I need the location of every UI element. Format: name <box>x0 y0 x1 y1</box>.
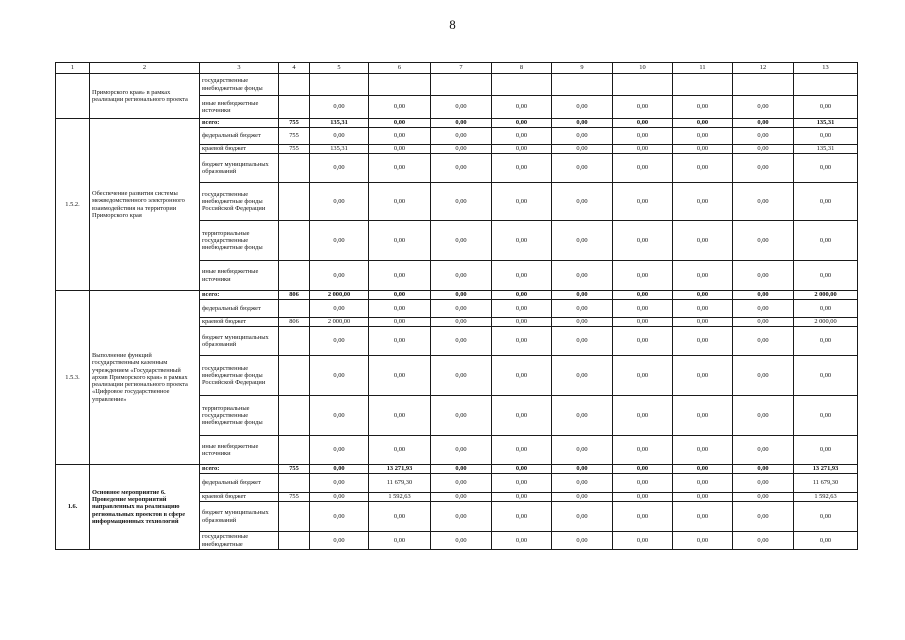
amount-cell: 11 679,30 <box>369 474 431 493</box>
amount-cell: 0,00 <box>613 318 673 327</box>
amount-cell: 0,00 <box>613 465 673 474</box>
amount-cell: 0,00 <box>613 96 673 119</box>
measure-code <box>56 74 90 119</box>
amount-cell: 0,00 <box>369 532 431 550</box>
amount-cell: 0,00 <box>794 261 858 291</box>
amount-cell: 0,00 <box>310 474 369 493</box>
amount-cell: 0,00 <box>431 154 492 183</box>
measure-code: 1.5.2. <box>56 119 90 291</box>
amount-cell: 0,00 <box>431 119 492 128</box>
amount-cell: 0,00 <box>733 318 794 327</box>
amount-cell: 135,31 <box>794 145 858 154</box>
amount-cell: 0,00 <box>673 327 733 356</box>
amount-cell: 0,00 <box>673 532 733 550</box>
amount-cell: 0,00 <box>733 356 794 396</box>
amount-cell: 0,00 <box>794 221 858 261</box>
amount-cell: 2 000,00 <box>310 291 369 300</box>
funding-source: бюджет муниципальных образований <box>200 327 279 356</box>
funding-source: всего: <box>200 119 279 128</box>
amount-cell: 0,00 <box>492 221 552 261</box>
amount-cell: 0,00 <box>673 474 733 493</box>
funding-source: иные внебюджетные источники <box>200 436 279 465</box>
amount-cell: 0,00 <box>492 502 552 532</box>
amount-cell: 0,00 <box>492 465 552 474</box>
amount-cell: 0,00 <box>613 145 673 154</box>
budget-code: 755 <box>279 128 310 145</box>
table-row <box>56 119 858 128</box>
amount-cell: 0,00 <box>613 221 673 261</box>
amount-cell: 0,00 <box>673 356 733 396</box>
amount-cell: 0,00 <box>552 465 613 474</box>
amount-cell: 0,00 <box>673 291 733 300</box>
funding-source: бюджет муниципальных образований <box>200 502 279 532</box>
amount-cell <box>613 74 673 96</box>
budget-code: 755 <box>279 119 310 128</box>
amount-cell: 0,00 <box>733 474 794 493</box>
amount-cell <box>369 74 431 96</box>
amount-cell: 0,00 <box>794 183 858 221</box>
budget-code: 755 <box>279 493 310 502</box>
amount-cell: 135,31 <box>310 145 369 154</box>
table-body <box>56 63 858 550</box>
amount-cell: 0,00 <box>552 356 613 396</box>
amount-cell: 0,00 <box>431 318 492 327</box>
amount-cell: 0,00 <box>794 128 858 145</box>
amount-cell: 0,00 <box>369 502 431 532</box>
budget-code <box>279 96 310 119</box>
amount-cell: 0,00 <box>613 532 673 550</box>
funding-source: государственные внебюджетные фонды Российской Федерации <box>200 183 279 221</box>
amount-cell: 0,00 <box>310 128 369 145</box>
amount-cell: 0,00 <box>552 145 613 154</box>
column-header-12: 12 <box>733 63 794 74</box>
budget-code: 806 <box>279 318 310 327</box>
amount-cell: 0,00 <box>613 396 673 436</box>
amount-cell: 0,00 <box>552 300 613 318</box>
amount-cell: 0,00 <box>673 300 733 318</box>
amount-cell: 0,00 <box>733 128 794 145</box>
funding-source: краевой бюджет <box>200 145 279 154</box>
amount-cell: 0,00 <box>673 261 733 291</box>
amount-cell: 0,00 <box>552 493 613 502</box>
amount-cell: 0,00 <box>369 119 431 128</box>
column-header-9: 9 <box>552 63 613 74</box>
amount-cell: 0,00 <box>613 261 673 291</box>
amount-cell: 0,00 <box>733 221 794 261</box>
amount-cell: 0,00 <box>310 261 369 291</box>
funding-source: федеральный бюджет <box>200 474 279 493</box>
amount-cell: 0,00 <box>310 300 369 318</box>
amount-cell: 0,00 <box>552 532 613 550</box>
measure-code: 1.5.3. <box>56 291 90 465</box>
amount-cell: 0,00 <box>794 96 858 119</box>
column-header-13: 13 <box>794 63 858 74</box>
measure-name: Основное мероприятие 6. Проведение мероприятий направленных на реализацию региональных проектов в сфере информационных технологий <box>90 465 200 550</box>
funding-source: федеральный бюджет <box>200 300 279 318</box>
amount-cell: 0,00 <box>369 436 431 465</box>
column-header-7: 7 <box>431 63 492 74</box>
amount-cell: 0,00 <box>613 327 673 356</box>
amount-cell: 0,00 <box>369 261 431 291</box>
amount-cell <box>794 74 858 96</box>
amount-cell: 0,00 <box>794 502 858 532</box>
amount-cell: 0,00 <box>492 119 552 128</box>
budget-code <box>279 474 310 493</box>
budget-code <box>279 396 310 436</box>
amount-cell: 0,00 <box>733 145 794 154</box>
funding-source: территориальные государственные внебюджетные фонды <box>200 221 279 261</box>
funding-source: государственные внебюджетные фонды Российской Федерации <box>200 356 279 396</box>
amount-cell: 0,00 <box>613 128 673 145</box>
amount-cell: 1 592,63 <box>369 493 431 502</box>
column-header-2: 2 <box>90 63 200 74</box>
amount-cell: 0,00 <box>492 493 552 502</box>
amount-cell: 0,00 <box>552 502 613 532</box>
column-header-5: 5 <box>310 63 369 74</box>
measure-name: Приморского края» в рамках реализации регионального проекта <box>90 74 200 119</box>
amount-cell: 0,00 <box>673 465 733 474</box>
amount-cell: 0,00 <box>431 291 492 300</box>
amount-cell: 0,00 <box>310 436 369 465</box>
amount-cell: 0,00 <box>552 327 613 356</box>
budget-code <box>279 532 310 550</box>
page-number: 8 <box>449 17 456 32</box>
amount-cell: 0,00 <box>431 261 492 291</box>
amount-cell: 0,00 <box>733 96 794 119</box>
amount-cell: 0,00 <box>492 183 552 221</box>
funding-source: краевой бюджет <box>200 318 279 327</box>
amount-cell: 0,00 <box>431 465 492 474</box>
amount-cell <box>310 74 369 96</box>
amount-cell: 0,00 <box>492 436 552 465</box>
amount-cell: 2 000,00 <box>794 291 858 300</box>
funding-source: всего: <box>200 465 279 474</box>
amount-cell <box>733 74 794 96</box>
amount-cell: 0,00 <box>369 300 431 318</box>
amount-cell: 0,00 <box>369 291 431 300</box>
amount-cell: 0,00 <box>673 154 733 183</box>
amount-cell: 0,00 <box>733 300 794 318</box>
amount-cell: 0,00 <box>310 532 369 550</box>
amount-cell <box>431 74 492 96</box>
amount-cell: 0,00 <box>794 300 858 318</box>
amount-cell: 0,00 <box>552 96 613 119</box>
amount-cell: 0,00 <box>673 436 733 465</box>
amount-cell <box>673 74 733 96</box>
amount-cell: 0,00 <box>310 154 369 183</box>
amount-cell: 0,00 <box>613 291 673 300</box>
amount-cell: 0,00 <box>431 145 492 154</box>
budget-code <box>279 502 310 532</box>
budget-code <box>279 74 310 96</box>
table-row <box>56 291 858 300</box>
amount-cell: 0,00 <box>733 493 794 502</box>
amount-cell: 0,00 <box>492 318 552 327</box>
amount-cell: 11 679,30 <box>794 474 858 493</box>
amount-cell: 0,00 <box>673 502 733 532</box>
amount-cell: 0,00 <box>492 300 552 318</box>
column-header-11: 11 <box>673 63 733 74</box>
amount-cell: 0,00 <box>492 291 552 300</box>
amount-cell: 0,00 <box>492 154 552 183</box>
amount-cell: 0,00 <box>310 502 369 532</box>
column-header-3: 3 <box>200 63 279 74</box>
amount-cell: 0,00 <box>552 128 613 145</box>
amount-cell: 0,00 <box>673 396 733 436</box>
amount-cell: 0,00 <box>431 128 492 145</box>
amount-cell: 0,00 <box>613 300 673 318</box>
amount-cell: 0,00 <box>733 396 794 436</box>
amount-cell: 0,00 <box>492 96 552 119</box>
amount-cell: 0,00 <box>492 532 552 550</box>
amount-cell: 0,00 <box>431 96 492 119</box>
amount-cell: 0,00 <box>673 221 733 261</box>
amount-cell: 0,00 <box>794 396 858 436</box>
amount-cell: 0,00 <box>794 532 858 550</box>
amount-cell <box>492 74 552 96</box>
amount-cell: 0,00 <box>369 183 431 221</box>
funding-source: федеральный бюджет <box>200 128 279 145</box>
amount-cell: 0,00 <box>369 327 431 356</box>
amount-cell: 0,00 <box>310 96 369 119</box>
budget-code <box>279 436 310 465</box>
amount-cell: 0,00 <box>552 183 613 221</box>
amount-cell: 0,00 <box>673 96 733 119</box>
table-row <box>56 465 858 474</box>
budget-code <box>279 154 310 183</box>
column-header-1: 1 <box>56 63 90 74</box>
amount-cell: 0,00 <box>431 356 492 396</box>
amount-cell: 0,00 <box>431 502 492 532</box>
amount-cell: 0,00 <box>552 318 613 327</box>
budget-code <box>279 300 310 318</box>
amount-cell: 0,00 <box>613 436 673 465</box>
amount-cell: 0,00 <box>552 154 613 183</box>
measure-name: Выполнение функций государственным казенным учреждением «Государственный архив Приморского края» в рамках реализации регионального проекта «Цифровое государственное управление» <box>90 291 200 465</box>
amount-cell: 0,00 <box>613 474 673 493</box>
amount-cell: 0,00 <box>310 183 369 221</box>
budget-code: 806 <box>279 291 310 300</box>
amount-cell: 0,00 <box>369 96 431 119</box>
amount-cell: 0,00 <box>733 327 794 356</box>
amount-cell: 2 000,00 <box>794 318 858 327</box>
amount-cell: 0,00 <box>431 221 492 261</box>
amount-cell: 0,00 <box>369 318 431 327</box>
amount-cell: 0,00 <box>673 119 733 128</box>
amount-cell: 0,00 <box>673 128 733 145</box>
amount-cell: 0,00 <box>733 502 794 532</box>
budget-code <box>279 221 310 261</box>
amount-cell: 0,00 <box>733 261 794 291</box>
amount-cell: 0,00 <box>733 532 794 550</box>
amount-cell: 0,00 <box>492 128 552 145</box>
funding-source: государственные внебюджетные <box>200 532 279 550</box>
amount-cell: 0,00 <box>552 291 613 300</box>
amount-cell: 2 000,00 <box>310 318 369 327</box>
amount-cell: 0,00 <box>613 154 673 183</box>
column-header-4: 4 <box>279 63 310 74</box>
funding-source: бюджет муниципальных образований <box>200 154 279 183</box>
amount-cell: 0,00 <box>492 356 552 396</box>
amount-cell: 0,00 <box>733 465 794 474</box>
budget-table <box>55 62 858 550</box>
amount-cell: 0,00 <box>492 145 552 154</box>
amount-cell: 0,00 <box>310 493 369 502</box>
table-row <box>56 74 858 96</box>
amount-cell: 13 271,93 <box>794 465 858 474</box>
amount-cell: 0,00 <box>431 493 492 502</box>
amount-cell: 135,31 <box>794 119 858 128</box>
amount-cell: 0,00 <box>673 183 733 221</box>
amount-cell: 0,00 <box>369 396 431 436</box>
column-header-6: 6 <box>369 63 431 74</box>
amount-cell: 0,00 <box>794 356 858 396</box>
amount-cell: 0,00 <box>310 465 369 474</box>
amount-cell: 0,00 <box>733 119 794 128</box>
funding-source: государственные внебюджетные фонды <box>200 74 279 96</box>
budget-code <box>279 327 310 356</box>
budget-code <box>279 261 310 291</box>
budget-code: 755 <box>279 465 310 474</box>
amount-cell: 0,00 <box>431 474 492 493</box>
amount-cell: 0,00 <box>310 356 369 396</box>
amount-cell: 0,00 <box>552 221 613 261</box>
amount-cell: 0,00 <box>673 145 733 154</box>
amount-cell: 0,00 <box>492 261 552 291</box>
amount-cell: 0,00 <box>369 154 431 183</box>
funding-source: всего: <box>200 291 279 300</box>
amount-cell: 0,00 <box>552 261 613 291</box>
amount-cell: 0,00 <box>552 396 613 436</box>
funding-source: иные внебюджетные источники <box>200 96 279 119</box>
amount-cell: 0,00 <box>733 183 794 221</box>
measure-code: 1.6. <box>56 465 90 550</box>
amount-cell: 0,00 <box>733 291 794 300</box>
amount-cell: 0,00 <box>492 327 552 356</box>
funding-source: территориальные государственные внебюджетные фонды <box>200 396 279 436</box>
amount-cell: 0,00 <box>552 474 613 493</box>
budget-code: 755 <box>279 145 310 154</box>
amount-cell: 13 271,93 <box>369 465 431 474</box>
amount-cell: 0,00 <box>431 436 492 465</box>
amount-cell: 0,00 <box>673 318 733 327</box>
amount-cell: 0,00 <box>794 436 858 465</box>
amount-cell: 0,00 <box>310 327 369 356</box>
amount-cell: 0,00 <box>310 396 369 436</box>
amount-cell: 0,00 <box>613 502 673 532</box>
amount-cell: 0,00 <box>492 396 552 436</box>
amount-cell: 0,00 <box>733 154 794 183</box>
amount-cell: 0,00 <box>552 119 613 128</box>
amount-cell: 0,00 <box>369 145 431 154</box>
amount-cell: 0,00 <box>673 493 733 502</box>
amount-cell: 0,00 <box>794 327 858 356</box>
amount-cell: 0,00 <box>794 154 858 183</box>
amount-cell <box>552 74 613 96</box>
amount-cell: 0,00 <box>431 183 492 221</box>
amount-cell: 0,00 <box>733 436 794 465</box>
amount-cell: 0,00 <box>613 493 673 502</box>
amount-cell: 0,00 <box>431 396 492 436</box>
column-header-8: 8 <box>492 63 552 74</box>
amount-cell: 135,31 <box>310 119 369 128</box>
amount-cell: 1 592,63 <box>794 493 858 502</box>
amount-cell: 0,00 <box>552 436 613 465</box>
amount-cell: 0,00 <box>613 183 673 221</box>
budget-code <box>279 183 310 221</box>
amount-cell: 0,00 <box>431 327 492 356</box>
amount-cell: 0,00 <box>369 221 431 261</box>
amount-cell: 0,00 <box>431 300 492 318</box>
header-row <box>56 63 858 74</box>
column-header-10: 10 <box>613 63 673 74</box>
measure-name: Обеспечение развития системы межведомственного электронного взаимодействия на территории Приморского края <box>90 119 200 291</box>
funding-source: иные внебюджетные источники <box>200 261 279 291</box>
budget-code <box>279 356 310 396</box>
funding-source: краевой бюджет <box>200 493 279 502</box>
amount-cell: 0,00 <box>369 356 431 396</box>
amount-cell: 0,00 <box>310 221 369 261</box>
amount-cell: 0,00 <box>492 474 552 493</box>
amount-cell: 0,00 <box>369 128 431 145</box>
amount-cell: 0,00 <box>431 532 492 550</box>
amount-cell: 0,00 <box>613 356 673 396</box>
amount-cell: 0,00 <box>613 119 673 128</box>
